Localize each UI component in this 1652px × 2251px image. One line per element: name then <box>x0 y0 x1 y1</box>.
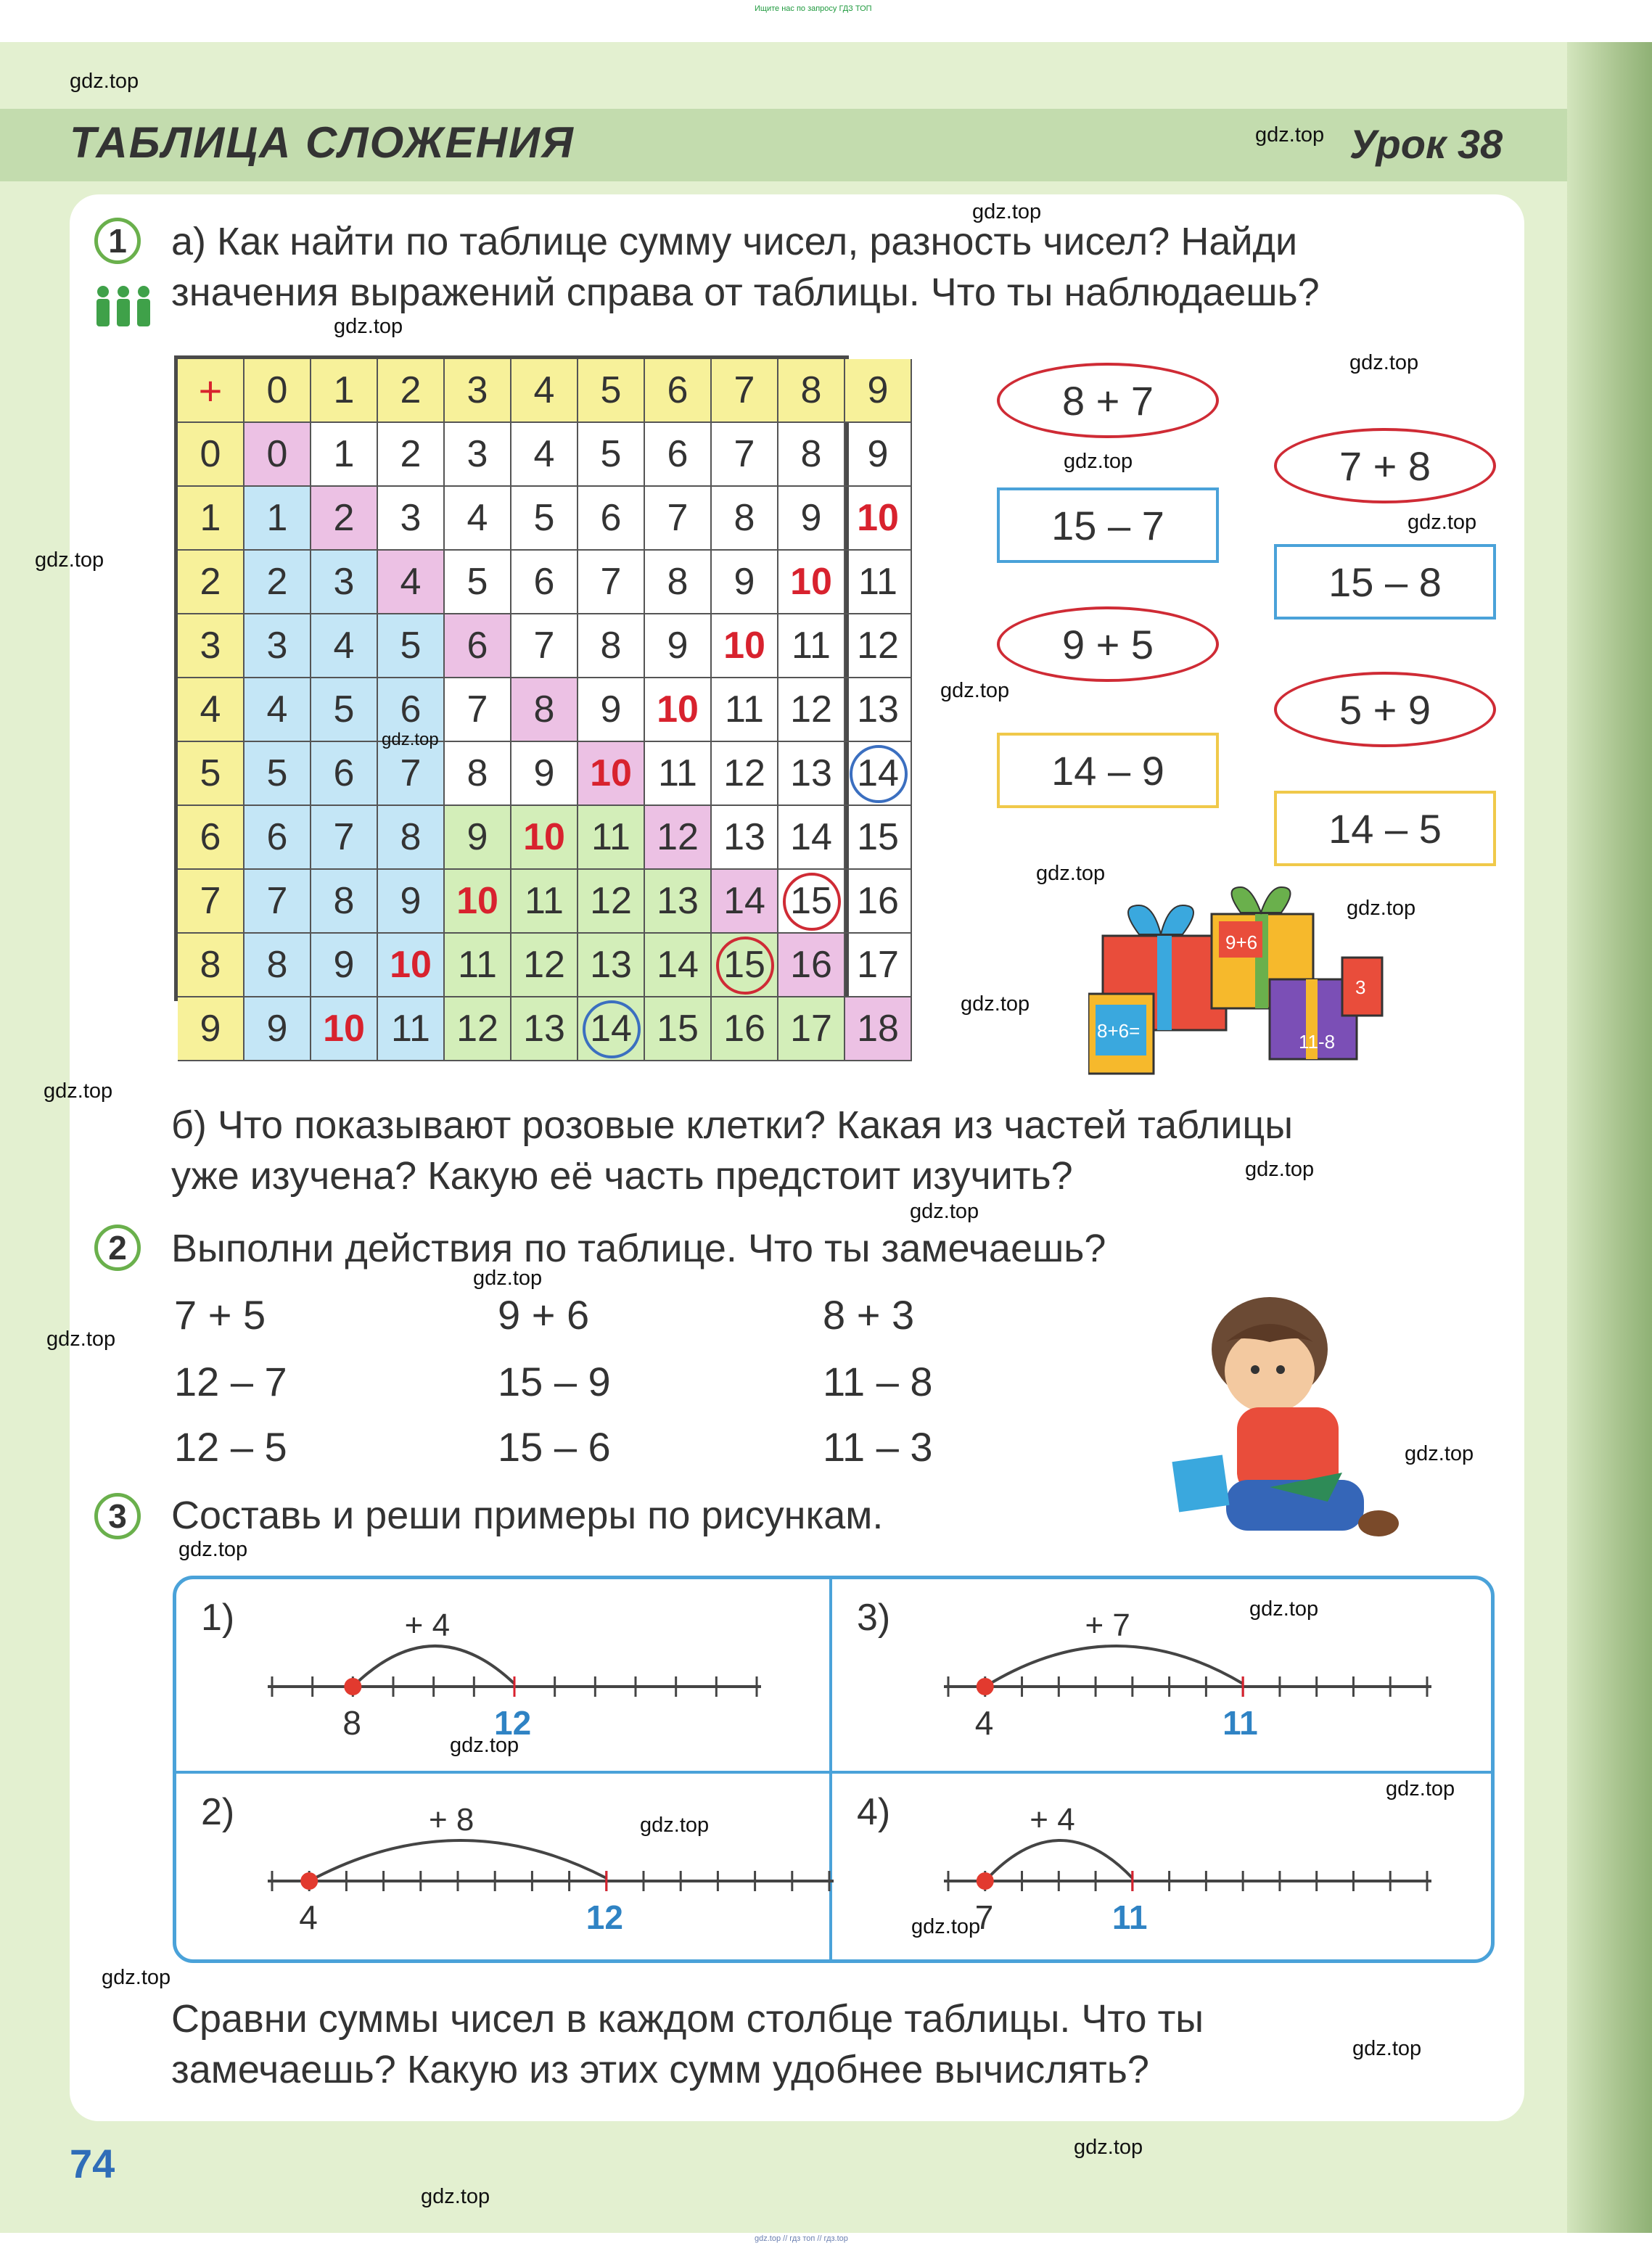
table-cell: 5 <box>445 551 511 614</box>
expression-oval: 7 + 8 <box>1274 428 1496 503</box>
panel-label: 2) <box>201 1791 235 1833</box>
closing-text-line-1: Сравни суммы чисел в каждом столбце таблицы. Что ты <box>171 1997 1204 2041</box>
table-cell: 1 <box>244 487 311 551</box>
watermark: gdz.top <box>44 1079 113 1103</box>
table-row-header: 0 <box>178 423 244 487</box>
end-value: 12 <box>585 1898 623 1936</box>
table-cell: 9 <box>511 742 578 806</box>
table-cell: 11 <box>578 806 645 870</box>
watermark: gdz.top <box>1349 351 1419 374</box>
watermark: gdz.top <box>910 1200 979 1223</box>
jump-label: + 4 <box>404 1608 451 1643</box>
start-value: 4 <box>299 1898 318 1936</box>
table-cell: 12 <box>712 742 778 806</box>
table-cell: 8 <box>311 870 378 934</box>
start-value: 7 <box>974 1898 994 1936</box>
task-1-text-line-2: значения выражений справа от таблицы. Что ты наблюдаешь? <box>171 271 1320 314</box>
table-cell: 9 <box>445 806 511 870</box>
expression-box: 15 – 8 <box>1274 544 1496 620</box>
watermark: gdz.top <box>35 548 104 572</box>
watermark: gdz.top <box>1352 2037 1422 2060</box>
table-cell: 10 <box>378 934 445 997</box>
gift-label: 3 <box>1355 976 1366 998</box>
task-2-expression: 8 + 3 <box>823 1292 915 1338</box>
table-cell: 2 <box>378 423 445 487</box>
task-2-expression: 7 + 5 <box>174 1292 266 1338</box>
number-line-panel <box>201 1597 761 1742</box>
table-column-header: 9 <box>845 359 912 423</box>
expression-oval: 8 + 7 <box>997 363 1219 438</box>
table-cell: 17 <box>845 934 912 997</box>
gift-label: 8+6= <box>1097 1020 1141 1042</box>
table-cell: 14 <box>645 934 712 997</box>
table-cell: 11 <box>778 614 845 678</box>
table-cell: 11 <box>645 742 712 806</box>
table-cell: 13 <box>845 678 912 742</box>
watermark: gdz.top <box>1347 897 1416 920</box>
table-cell: 13 <box>511 997 578 1061</box>
watermark: gdz.top <box>1245 1158 1315 1181</box>
number-lines-box <box>173 1576 1495 1963</box>
watermark: gdz.top <box>1249 1597 1319 1621</box>
jump-label: + 8 <box>429 1802 474 1838</box>
table-cell: 14 <box>778 806 845 870</box>
table-cell: 13 <box>712 806 778 870</box>
table-cell: 11 <box>845 551 912 614</box>
table-row-header: 7 <box>178 870 244 934</box>
watermark: gdz.top <box>640 1814 710 1837</box>
table-cell: 8 <box>578 614 645 678</box>
table-cell: 6 <box>511 551 578 614</box>
table-cell: 15 <box>645 997 712 1061</box>
table-column-header: 7 <box>712 359 778 423</box>
table-cell: 8 <box>511 678 578 742</box>
expression-oval: 9 + 5 <box>997 606 1219 682</box>
table-cell: 12 <box>578 870 645 934</box>
table-cell: 6 <box>578 487 645 551</box>
start-point <box>300 1872 318 1890</box>
table-cell: 16 <box>712 997 778 1061</box>
table-cell: 15 <box>845 806 912 870</box>
table-cell: 12 <box>645 806 712 870</box>
table-cell: 10 <box>712 614 778 678</box>
jump-label: + 7 <box>1085 1608 1130 1643</box>
jump-label: + 4 <box>1030 1802 1075 1838</box>
table-cell: 7 <box>511 614 578 678</box>
table-row-header: 6 <box>178 806 244 870</box>
table-cell: 8 <box>712 487 778 551</box>
panel-label: 1) <box>201 1597 235 1639</box>
table-cell: 10 <box>311 997 378 1061</box>
table-cell: 8 <box>378 806 445 870</box>
table-cell: 12 <box>845 614 912 678</box>
table-cell: 7 <box>445 678 511 742</box>
table-cell: 14 <box>578 997 645 1061</box>
task-1-number: 1 <box>94 218 141 264</box>
watermark: gdz.top <box>334 315 403 338</box>
table-cell: 15 <box>712 934 778 997</box>
table-cell: 5 <box>578 423 645 487</box>
table-cell: 12 <box>778 678 845 742</box>
panel-label: 4) <box>857 1791 891 1833</box>
task-2-expression: 15 – 6 <box>498 1424 611 1470</box>
table-cell: 2 <box>311 487 378 551</box>
end-value: 11 <box>1222 1704 1258 1742</box>
number-line-panel <box>857 1597 1431 1742</box>
task-2-expression: 9 + 6 <box>498 1292 590 1338</box>
task-1b-text-line-2: уже изучена? Какую её часть предстоит изучить? <box>171 1154 1073 1198</box>
table-row-header: 1 <box>178 487 244 551</box>
panel-label: 3) <box>857 1597 891 1639</box>
table-cell: 6 <box>378 678 445 742</box>
jump-arc <box>985 1646 1243 1687</box>
table-cell: 10 <box>645 678 712 742</box>
watermark: gdz.top <box>102 1966 171 1989</box>
number-lines <box>176 1579 1495 1963</box>
table-cell: 11 <box>445 934 511 997</box>
table-cell: 10 <box>845 487 912 551</box>
table-cell: 6 <box>645 423 712 487</box>
bottom-note: gdz.top // гдз топ // гдз.top <box>755 2234 848 2243</box>
table-cell: 11 <box>511 870 578 934</box>
task-2-expression: 12 – 7 <box>174 1359 287 1404</box>
number-line-panel <box>857 1791 1431 1936</box>
table-column-header: 6 <box>645 359 712 423</box>
number-line-panel <box>201 1791 834 1936</box>
table-cell: 3 <box>311 551 378 614</box>
table-column-header: 1 <box>311 359 378 423</box>
table-cell: 7 <box>645 487 712 551</box>
watermark: gdz.top <box>1405 1442 1474 1465</box>
watermark: gdz.top <box>70 70 139 93</box>
table-cell: 8 <box>445 742 511 806</box>
watermark: gdz.top <box>178 1538 248 1561</box>
top-note: Ищите нас по запросу ГДЗ ТОП <box>755 4 872 13</box>
watermark: gdz.top <box>1408 511 1477 534</box>
watermark: gdz.top <box>911 1915 981 1938</box>
table-cell: 8 <box>778 423 845 487</box>
gift-label: 9+6 <box>1225 931 1258 953</box>
table-cell: 9 <box>378 870 445 934</box>
watermark: gdz.top <box>1255 123 1325 147</box>
task-2-expression: 11 – 8 <box>823 1359 933 1404</box>
table-cell: 13 <box>578 934 645 997</box>
table-cell: 4 <box>511 423 578 487</box>
table-cell: 7 <box>712 423 778 487</box>
table-cell: 10 <box>445 870 511 934</box>
table-cell: 13 <box>645 870 712 934</box>
watermark: gdz.top <box>450 1734 519 1757</box>
task-2-expression: 12 – 5 <box>174 1424 287 1470</box>
table-cell: 3 <box>378 487 445 551</box>
table-cell: 5 <box>378 614 445 678</box>
table-cell: 11 <box>712 678 778 742</box>
start-point <box>344 1678 361 1695</box>
table-cell: 9 <box>311 934 378 997</box>
watermark: gdz.top <box>940 679 1010 702</box>
table-cell: 12 <box>511 934 578 997</box>
start-value: 4 <box>974 1704 994 1742</box>
lesson-number: Урок 38 <box>1349 121 1503 167</box>
task-3-text: Составь и реши примеры по рисункам. <box>171 1494 884 1537</box>
watermark: gdz.top <box>1064 450 1133 473</box>
table-row-header: 4 <box>178 678 244 742</box>
table-cell: 0 <box>244 423 311 487</box>
table-column-header: 2 <box>378 359 445 423</box>
table-row-header: 5 <box>178 742 244 806</box>
task-2-number: 2 <box>94 1225 141 1271</box>
table-cell: 4 <box>445 487 511 551</box>
addition-table <box>174 355 899 1050</box>
end-value: 12 <box>494 1704 532 1742</box>
boy-illustration <box>1161 1291 1408 1545</box>
table-cell: 12 <box>445 997 511 1061</box>
table-row-header: 3 <box>178 614 244 678</box>
table-cell: 15 <box>778 870 845 934</box>
table-row-header: 8 <box>178 934 244 997</box>
table-cell: 9 <box>845 423 912 487</box>
end-value: 11 <box>1111 1898 1148 1936</box>
closing-text-line-2: замечаешь? Какую из этих сумм удобнее вычислять? <box>171 2048 1149 2091</box>
table-cell: 14 <box>712 870 778 934</box>
table-cell: 5 <box>511 487 578 551</box>
expression-box: 15 – 7 <box>997 487 1219 563</box>
page-number: 74 <box>70 2141 115 2186</box>
table-cell: 8 <box>244 934 311 997</box>
table-cell: 9 <box>244 997 311 1061</box>
table-cell: 1 <box>311 423 378 487</box>
table-cell: 9 <box>645 614 712 678</box>
watermark: gdz.top <box>421 2185 490 2208</box>
table-cell: 10 <box>511 806 578 870</box>
table-cell: 11 <box>378 997 445 1061</box>
task-1-text-line-1: а) Как найти по таблице сумму чисел, разность чисел? Найди <box>171 220 1298 263</box>
table-column-header: 4 <box>511 359 578 423</box>
table-cell: 3 <box>244 614 311 678</box>
task-3-number: 3 <box>94 1493 141 1539</box>
table-cell: 9 <box>712 551 778 614</box>
pair-work-icon <box>93 284 154 329</box>
task-2-expression: 11 – 3 <box>823 1424 933 1470</box>
watermark: gdz.top <box>961 992 1030 1016</box>
book-spine <box>1567 42 1652 2233</box>
table-cell: 7 <box>244 870 311 934</box>
table-cell: 5 <box>311 678 378 742</box>
task-1b-text-line-1: б) Что показывают розовые клетки? Какая из частей таблицы <box>171 1103 1294 1147</box>
table-cell: 4 <box>311 614 378 678</box>
table-row-header: 2 <box>178 551 244 614</box>
table-cell: 7 <box>578 551 645 614</box>
expression-box: 14 – 9 <box>997 733 1219 808</box>
watermark: gdz.top <box>1386 1777 1455 1801</box>
table-cell: 6 <box>311 742 378 806</box>
table-cell: 7 <box>378 742 445 806</box>
gift-label: 11-8 <box>1299 1031 1336 1053</box>
watermark: gdz.top <box>972 200 1042 223</box>
page-title: ТАБЛИЦА СЛОЖЕНИЯ <box>70 118 575 167</box>
table-cell: 5 <box>244 742 311 806</box>
table-cell: 14 <box>845 742 912 806</box>
table-cell: 16 <box>778 934 845 997</box>
task-2-text: Выполни действия по таблице. Что ты замечаешь? <box>171 1227 1106 1270</box>
table-column-header: 3 <box>445 359 511 423</box>
start-point <box>977 1678 994 1695</box>
watermark: gdz.top <box>1074 2136 1143 2159</box>
table-cell: 17 <box>778 997 845 1061</box>
table-corner-plus: + <box>178 359 244 423</box>
table-cell: 18 <box>845 997 912 1061</box>
table-row-header: 9 <box>178 997 244 1061</box>
table-column-header: 8 <box>778 359 845 423</box>
table-cell: 7 <box>311 806 378 870</box>
watermark: gdz.top <box>46 1328 116 1351</box>
table-cell: 2 <box>244 551 311 614</box>
table-cell: 10 <box>578 742 645 806</box>
table-cell: 10 <box>778 551 845 614</box>
table-cell: 3 <box>445 423 511 487</box>
watermark: gdz.top <box>1036 862 1106 885</box>
table-column-header: 0 <box>244 359 311 423</box>
table-cell: 8 <box>645 551 712 614</box>
start-point <box>977 1872 994 1890</box>
watermark: gdz.top <box>473 1267 543 1290</box>
expression-box: 14 – 5 <box>1274 791 1496 866</box>
table-cell: 13 <box>778 742 845 806</box>
table-cell: 4 <box>378 551 445 614</box>
watermark: gdz.top <box>382 730 439 749</box>
table-cell: 4 <box>244 678 311 742</box>
table-cell: 9 <box>778 487 845 551</box>
table-cell: 16 <box>845 870 912 934</box>
start-value: 8 <box>342 1704 361 1742</box>
expression-oval: 5 + 9 <box>1274 672 1496 747</box>
table-cell: 6 <box>244 806 311 870</box>
task-2-expression: 15 – 9 <box>498 1359 611 1404</box>
table-cell: 6 <box>445 614 511 678</box>
table-column-header: 5 <box>578 359 645 423</box>
table-cell: 9 <box>578 678 645 742</box>
